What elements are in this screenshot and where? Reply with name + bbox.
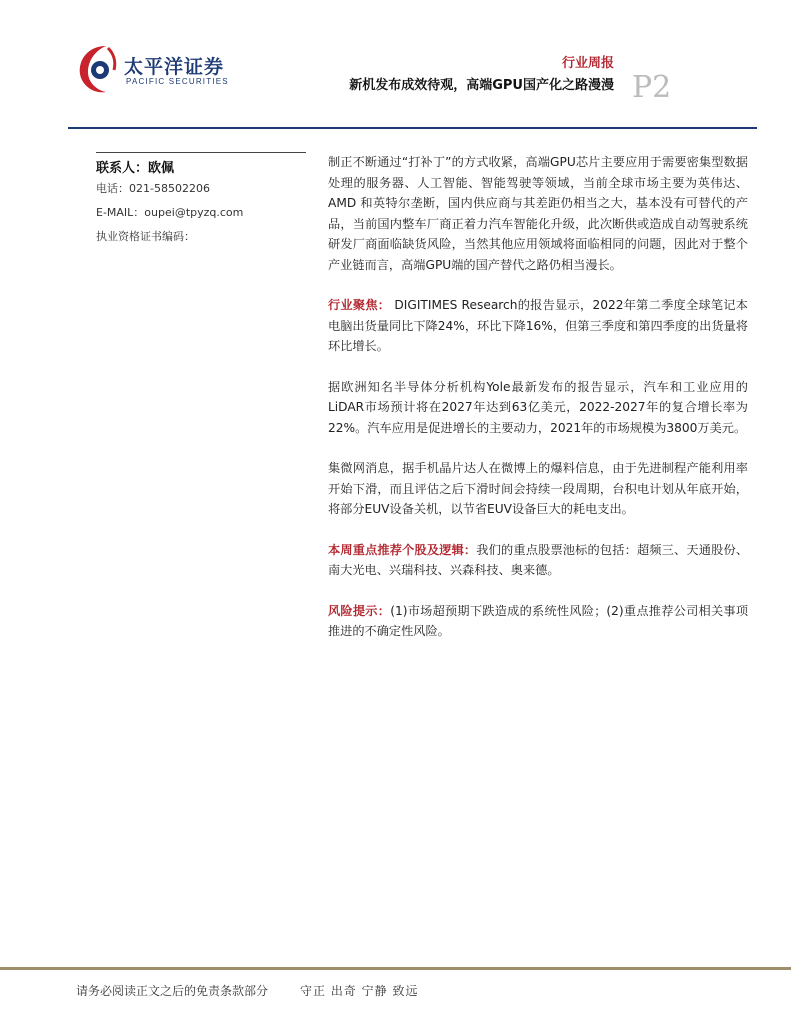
paragraph-risk <box>328 601 748 642</box>
contact-email[interactable]: E-MAIL：oupei@tpyzq.com <box>96 206 244 219</box>
paragraph-gpu <box>328 152 748 275</box>
contact-phone: 电话：021-58502206 <box>96 182 210 195</box>
paragraph-euv <box>328 458 748 520</box>
paragraph-text: 我们的重点股票池标的包括：超频三、天通股份、南大光电、兴瑞科技、兴森科技、奥来德。 <box>328 542 749 577</box>
paragraph-recommendations <box>328 540 748 581</box>
paragraph-text: 制正不断通过“打补丁”的方式收紧，高端GPU芯片主要应用于需要密集型数据处理的服务器、人工智能、智能驾驶等领域，当前全球市场主要为英伟达、AMD 和英特尔垄断，国内供应商与其差距仍相当之大，基本没有可替代的产品，当前国内整车厂商正着力汽车智能化升级，此次断供或造成自动驾驶系统研发厂商面临缺货风险，当然其他应用领域将面临相同的问题，因此对于整个产业链而言，高端GPU端的国产替代之路仍相当漫长。 <box>328 155 748 272</box>
risk-label: 风险提示： <box>328 603 391 618</box>
sidebar-divider <box>96 152 306 153</box>
contact-license: 执业资格证书编码： <box>96 230 195 243</box>
footer-slogan: 守正 出奇 宁静 致远 <box>300 984 419 998</box>
paragraph-text: 据欧洲知名半导体分析机构Yole最新发布的报告显示，汽车和工业应用的LiDAR市场预计将在2027年达到63亿美元，2022-2027年的复合增长率为22%。汽车应用是促进增长的主要动力，2021年的市场规模为3800万美元。 <box>328 379 748 435</box>
logo-english-name: PACIFIC SECURITIES <box>126 77 229 86</box>
report-title: 新机发布成效待观，高端GPU国产化之路漫漫 <box>349 78 614 93</box>
paragraph-text: 集微网消息，据手机晶片达人在微博上的爆料信息，由于先进制程产能利用率开始下滑，而且评估之后下滑时间会持续一段周期，台积电计划从年底开始，将部分EUV设备关机，以节省EUV设备巨大的耗电支出。 <box>328 461 748 516</box>
contact-name: 联系人：欧佩 <box>96 161 175 176</box>
paragraph-text: (1)市场超预期下跌造成的系统性风险；(2)重点推荐公司相关事项推进的不确定性风险。 <box>328 603 749 638</box>
paragraph-industry-focus <box>328 295 748 357</box>
logo-chinese-name: 太平洋证券 <box>124 56 225 78</box>
page-number: P2 <box>632 70 672 105</box>
company-logo <box>76 40 236 96</box>
report-type: 行业周报 <box>561 56 614 71</box>
recommendations-label: 本周重点推荐个股及逻辑： <box>328 542 477 557</box>
footer-divider <box>0 967 791 970</box>
footer-disclaimer: 请务必阅读正文之后的免责条款部分 <box>76 984 269 998</box>
logo-emblem-icon <box>76 40 120 96</box>
paragraph-lidar <box>328 377 748 439</box>
main-content <box>328 152 748 662</box>
paragraph-text: DIGITIMES Research的报告显示，2022年第二季度全球笔记本电脑出货量同比下降24%，环比下降16%，但第三季度和第四季度的出货量将环比增长。 <box>328 298 748 353</box>
header-divider <box>68 127 757 129</box>
industry-focus-label: 行业聚焦： <box>328 298 391 312</box>
